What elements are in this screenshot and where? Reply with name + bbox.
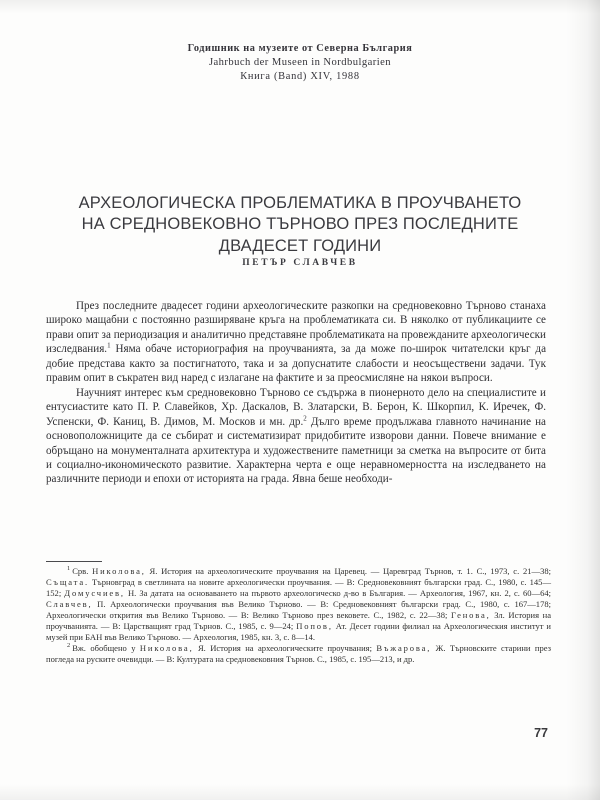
footnote-2-marker: 2	[67, 642, 71, 650]
footnote-1-marker: 1	[67, 565, 71, 573]
footnote-2-author-vazharova: Въжарова,	[376, 643, 432, 653]
footnote-1-part-3: Търновград в светлината на новите археологически проучвания. — В: Средновековният български град. С., 1980, с. 145—152;	[46, 577, 551, 598]
footnote-1-author-sashtata: Същата.	[46, 577, 89, 587]
body-paragraph-1	[46, 299, 546, 386]
footnote-1	[46, 566, 551, 643]
author-byline: ПЕТЪР СЛАВЧЕВ	[242, 258, 358, 268]
article-body	[46, 299, 546, 487]
footnote-1-author-popov: Попов,	[296, 621, 333, 631]
footnote-1-part-5: П. Археологически проучвания във Велико Търново. — В: Средновековният български град. С., 1980, с. 167—178; Археологически открития във Велико Търново. — В: Велико Търново през вековете. С., 1982, с. 22—38;	[46, 599, 551, 620]
footnote-separator-rule	[46, 561, 102, 562]
footnote-1-part-6: Зл. История на проучванията. — В: Царстващият град Търнов. С., 1985, с. 9—24;	[46, 610, 551, 631]
footnote-1-author-genova: Генова,	[450, 610, 491, 620]
footnote-2-part-3: Ж. Търновските старини през погледа на руските очевидци. — В: Културата на средновековния Търнов. С., 1985, с. 195—213, и др.	[46, 643, 551, 664]
footnote-ref-2[interactable]: 2	[303, 413, 307, 422]
footnote-1-author-nikolova: Николова,	[92, 566, 146, 576]
footnote-1-part-1: Срв.	[72, 566, 93, 576]
body-paragraph-2	[46, 386, 546, 487]
title-line-2: НА СРЕДНОВЕКОВНО ТЪРНОВО ПРЕЗ ПОСЛЕДНИТЕ	[81, 215, 519, 234]
masthead-line-cyrillic: Годишник на музеите от Северна България	[187, 43, 413, 54]
title-line-3: ДВАДЕСЕТ ГОДИНИ	[218, 236, 382, 255]
footnote-1-part-4: Н. За датата на основаването на първото археологическо д-во в България. — Археология, 1967, кн. 2, с. 60—64;	[124, 588, 551, 598]
footnote-2	[46, 643, 551, 665]
paragraph-2-text-after-note: Дълго време продължава главното начинание на основоположниците да се събират и систематизират придобитите изворови данни. Повече внимание е обръщано на монументалната архитектура и художествените паметници за сметка на въпросите от бита и социално-икономическото развитие. Характерна черта е още неравномерността на изследването на различните периоди и епохи от историята на града. Явна беше необходи-	[46, 415, 546, 486]
footnote-ref-1[interactable]: 1	[107, 341, 111, 350]
paragraph-1-text-before-note: През последните двадесет години археологическите разкопки на средновековно Търново станаха широко мащабни с постоянно разширяване кръга на проблематиката си. В няколко от публикациите се прави опит за периодизация и аналитично представяне проблематиката на провежданите археологически изследвания.	[46, 300, 546, 356]
footnote-1-part-2: Я. История на археологическите проучвания на Царевец. — Царевград Търнов, т. 1. С., 1973, с. 21—38;	[145, 566, 551, 576]
masthead-line-german: Jahrbuch der Museen in Nordbulgarien	[208, 56, 392, 68]
footnote-1-author-slavchev: Славчев,	[46, 599, 93, 609]
journal-masthead	[0, 42, 600, 83]
footnote-block	[46, 566, 551, 665]
page-number: 77	[534, 726, 548, 740]
footnote-1-part-7: Ат. Десет години филиал на Археологическия институт и музей при БАН във Велико Търново. — Археология, 1985, кн. 3, с. 8—14.	[46, 621, 551, 642]
footnote-2-part-2: Я. История на археологическите проучвания;	[193, 643, 377, 653]
paragraph-1-text-after-note: Няма обаче историография на проучванията, за да може по-широк читателски кръг да добие представа както за постигнатото, така и за допуснатите слабости и неосъществени задачи. Тук правим опит в съкратен вид наред с излагане на фактите и за преосмисляне на някои въпроси.	[46, 343, 546, 385]
scan-edge-shadow-right	[566, 0, 600, 800]
footnote-2-part-1: Вж. обобщено у	[72, 643, 140, 653]
title-line-1: АРХЕОЛОГИЧЕСКА ПРОБЛЕМАТИКА В ПРОУЧВАНЕТО	[78, 194, 522, 213]
footnote-2-author-nikolova: Николова,	[139, 643, 194, 653]
scan-edge-shadow-top	[0, 0, 600, 14]
paragraph-2-text-before-note: Научният интерес към средновековно Търново се съдържа в пионерното дело на специалистите и ентусиастите като П. Р. Славейков, Хр. Даскалов, В. Златарски, В. Берон, К. Шкорпил, К. Иречек, Ф. Успенски, Ф. Каниц, В. Димов, М. Москов и мн. др.	[46, 386, 546, 428]
footnote-1-author-domuschiev: Домусчиев,	[64, 588, 125, 598]
masthead-line-volume: Книга (Band) XIV, 1988	[240, 70, 360, 82]
article-title	[42, 193, 558, 257]
scan-edge-shadow-bottom	[0, 784, 600, 800]
